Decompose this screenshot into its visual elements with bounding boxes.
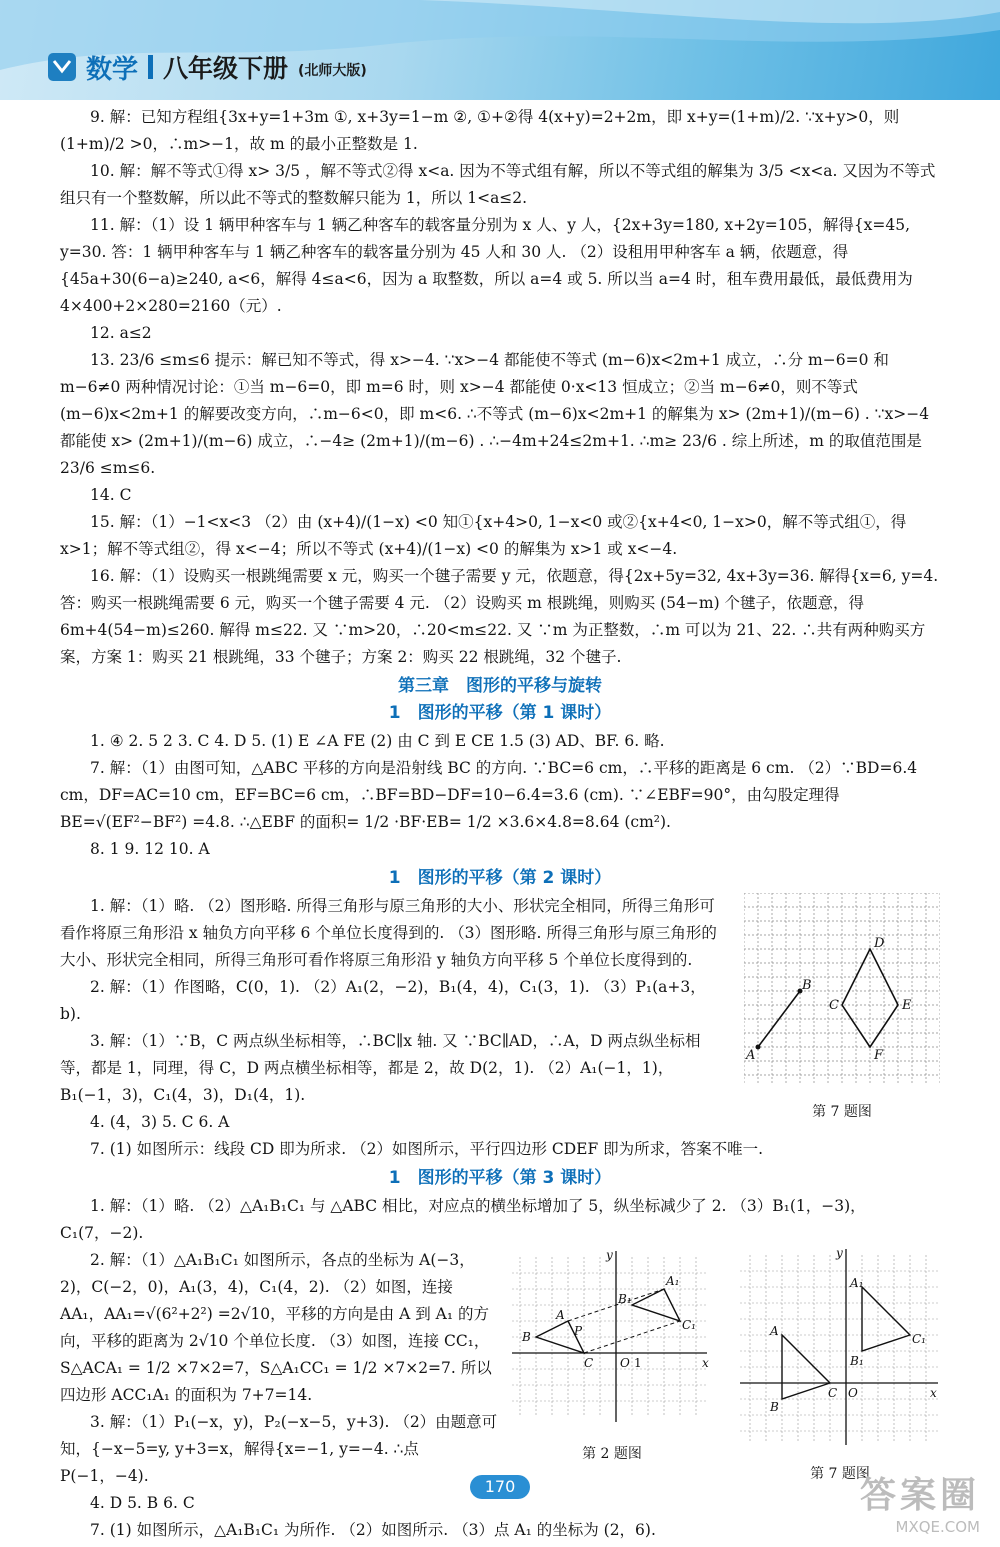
figure-7b bbox=[740, 1247, 940, 1488]
grid-figure-parallelogram bbox=[744, 893, 940, 1085]
fig7a-label-e: E bbox=[902, 998, 912, 1013]
answer-16: 16. 解：（1）设购买一根跳绳需要 x 元，购买一个毽子需要 y 元，依题意，得{2x+5y=32, 4x+3y=36. 解得{x=6, y=4. 答：购买一根跳绳需要 6 元，购买一个毽子需要 4 元. （2）设购买 m 根跳绳，则购买 (54−m) 个毽子，依题意，得 6m+4(54−m)≤260. 解得 m≤22. 又 ∵m>20，∴20<m≤22. 又 ∵m 为正整数，∴m 可以为 21、22. ∴共有两种购买方案，方案 1：购买 21 根跳绳，33 个毽子；方案 2：购买 22 根跳绳，32 个毽子. bbox=[60, 567, 939, 666]
watermark-url: MXQE.COM bbox=[895, 1518, 980, 1536]
fig2-label-o: O bbox=[620, 1356, 630, 1370]
header-divider bbox=[148, 55, 153, 79]
book-header bbox=[48, 50, 367, 84]
fig7b-label-x: x bbox=[930, 1386, 937, 1400]
sec3-answer-7: 7. (1) 如图所示，△A₁B₁C₁ 为所作. （2）如图所示. （3）点 A₁ 的坐标为 (2，6). bbox=[90, 1521, 656, 1539]
answer-15: 15. 解：（1）−1<x<3 （2）由 (x+4)/(1−x) <0 知①{x+4>0, 1−x<0 或②{x+4<0, 1−x>0，解不等式组①，得 x>1；解不等式组②，得 x<−4；所以不等式 (x+4)/(1−x) <0 的解集为 x>1 或 x<−4. bbox=[60, 513, 907, 558]
section-1-title: 1 图形的平移（第 1 课时） bbox=[388, 703, 612, 723]
fig2-label-1: 1 bbox=[634, 1356, 642, 1370]
fig2-label-b: B bbox=[522, 1330, 531, 1344]
sec2-answer-1: 1. 解：（1）略. （2）图形略. 所得三角形与原三角形的大小、形状完全相同，所得三角形可看作将原三角形沿 x 轴负方向平移 6 个单位长度得到的. （3）图形略. 所得三角形与原三角形的大小、形状完全相同，所得三角形可看作将原三角形沿 y 轴负方向平移 5 个单位长度得到的. bbox=[60, 897, 717, 969]
sec2-answer-3: 3. 解：（1）∵B，C 两点纵坐标相等，∴BC∥x 轴. 又 ∵BC∥AD，∴A，D 两点纵坐标相等，都是 1，同理，得 C，D 两点横坐标相等，都是 2，故 D(2，1). （2）A₁(−1，1)，B₁(−1，3)，C₁(4，3)，D₁(4，1). bbox=[60, 1032, 701, 1104]
figure-7a bbox=[744, 893, 940, 1126]
fig2-label-y: y bbox=[606, 1248, 613, 1262]
figure-2 bbox=[512, 1247, 712, 1488]
answer-9: 9. 解：已知方程组{3x+y=1+3m ①, x+3y=1−m ②, ①+②得 4(x+y)=2+2m，即 x+y=(1+m)/2. ∵x+y>0，则 (1+m)/2 >0，∴m>−1，故 m 的最小正整数是 1. bbox=[60, 108, 900, 153]
sec3-answer-3: 3. 解：（1）P₁(−x，y)，P₂(−x−5，y+3). （2）由题意可知，{−x−5=y, y+3=x，解得{x=−1, y=−4. ∴点 P(−1，−4). bbox=[60, 1413, 498, 1485]
answer-13: 13. 23/6 ≤m≤6 提示：解已知不等式，得 x>−4. ∵x>−4 都能使不等式 (m−6)x<2m+1 成立，∴分 m−6=0 和 m−6≠0 两种情况讨论：①当 m−6=0，即 m=6 时，则 x>−4 都能使 0·x<13 恒成立；②当 m−6≠0，则不等式 (m−6)x<2m+1 的解要改变方向，∴m−6<0，即 m<6. ∴不等式 (m−6)x<2m+1 的解集为 x> (2m+1)/(m−6) . ∵x>−4 都能使 x> (2m+1)/(m−6) 成立，∴−4≥ (2m+1)/(m−6) . ∴−4m+24≤2m+1. ∴m≥ 23/6 . 综上所述，m 的取值范围是 23/6 ≤m≤6. bbox=[60, 351, 930, 477]
answer-14: 14. C bbox=[90, 486, 132, 504]
coordinate-figure-2 bbox=[512, 1247, 712, 1427]
fig2-label-b1: B₁ bbox=[618, 1292, 632, 1306]
figure-7b-caption: 第 7 题图 bbox=[810, 1466, 870, 1482]
fig2-label-c1: C₁ bbox=[682, 1318, 696, 1332]
answer-10: 10. 解：解不等式①得 x> 3/5 ，解不等式②得 x<a. 因为不等式组有解，所以不等式组的解集为 3/5 <x<a. 又因为不等式组只有一个整数解，所以此不等式的整数解只能为 1，所以 1<a≤2. bbox=[60, 162, 936, 207]
book-logo-icon bbox=[48, 53, 76, 81]
fig7b-label-b1: B₁ bbox=[850, 1354, 864, 1368]
section-3-title: 1 图形的平移（第 3 课时） bbox=[388, 1168, 612, 1188]
sec3-answer-2: 2. 解：（1）△A₁B₁C₁ 如图所示，各点的坐标为 A(−3，2)，C(−2，0)，A₁(3，4)，C₁(4，2). （2）如图，连接 AA₁，AA₁=√(6²+2²) =2√10，平移的方向是由 A 到 A₁ 的方向，平移的距离为 2√10 个单位长度. （3）如图，连接 CC₁，S△ACA₁ = 1/2 ×7×2=7，S△A₁CC₁ = 1/2 ×7×2=7. 所以四边形 ACC₁A₁ 的面积为 7+7=14. bbox=[60, 1251, 492, 1404]
chapter-title: 第三章 图形的平移与旋转 bbox=[398, 676, 602, 696]
grade-title: 八年级下册 bbox=[163, 54, 289, 83]
fig7a-label-b: B bbox=[802, 978, 812, 993]
fig7b-label-o: O bbox=[848, 1386, 858, 1400]
figure-7a-caption: 第 7 题图 bbox=[812, 1104, 872, 1120]
figure-2-caption: 第 2 题图 bbox=[582, 1446, 642, 1462]
answer-12: 12. a≤2 bbox=[90, 324, 152, 342]
watermark bbox=[800, 1467, 980, 1537]
sec3-answer-4-6: 4. D 5. B 6. C bbox=[90, 1494, 195, 1512]
fig7b-label-y: y bbox=[836, 1247, 843, 1260]
fig7b-label-c1: C₁ bbox=[912, 1332, 926, 1346]
fig2-label-a1: A₁ bbox=[666, 1274, 680, 1288]
subject-title: 数学 bbox=[86, 54, 139, 85]
answer-11: 11. 解：（1）设 1 辆甲种客车与 1 辆乙种客车的载客量分别为 x 人、y 人，{2x+3y=180, x+2y=105，解得{x=45, y=30. 答：1 辆甲种客车与 1 辆乙种客车的载客量分别为 45 人和 30 人. （2）设租用甲种客车 a 辆，依题意，得{45a+30(6−a)≥240, a<6，解得 4≤a<6，因为 a 取整数，所以 a=4 或 5. 所以当 a=4 时，租车费用最低，最低费用为 4×400+2×280=2160（元）. bbox=[60, 216, 913, 315]
sec1-answer-7: 7. 解：（1）由图可知，△ABC 平移的方向是沿射线 BC 的方向. ∵BC=6 cm，∴平移的距离是 6 cm. （2）∵BD=6.4 cm，DF=AC=10 cm，EF=BC=6 cm，∴BF=BD−DF=10−6.4=3.6 (cm). ∵∠EBF=90°，由勾股定理得 BE=√(EF²−BF²) =4.8. ∴△EBF 的面积= 1/2 ·BF·EB= 1/2 ×3.6×4.8=8.64 (cm²). bbox=[60, 759, 918, 831]
fig7a-label-f: F bbox=[874, 1048, 884, 1063]
sec2-answer-2: 2. 解：（1）作图略，C(0，1). （2）A₁(2，−2)，B₁(4，4)，C₁(3，1). （3）P₁(a+3，b). bbox=[60, 978, 706, 1023]
fig7a-label-d: D bbox=[874, 936, 885, 951]
fig7b-label-a1: A₁ bbox=[850, 1276, 864, 1290]
sec3-answer-1: 1. 解：（1）略. （2）△A₁B₁C₁ 与 △ABC 相比，对应点的横坐标增加了 5，纵坐标减少了 2. （3）B₁(1，−3)，C₁(7，−2). bbox=[60, 1197, 866, 1242]
watermark-brand: 答案圈 bbox=[859, 1475, 980, 1516]
edition-label: (北师大版) bbox=[298, 63, 367, 79]
fig2-label-a: A bbox=[556, 1308, 565, 1322]
fig7b-label-b: B bbox=[770, 1400, 779, 1414]
page-number: 170 bbox=[470, 1475, 530, 1499]
fig2-label-p: P bbox=[574, 1324, 583, 1338]
fig2-label-c: C bbox=[584, 1356, 594, 1370]
section-2-title: 1 图形的平移（第 2 课时） bbox=[388, 868, 612, 888]
figures-2-and-7 bbox=[512, 1247, 940, 1488]
sec2-answer-4-6: 4. (4，3) 5. C 6. A bbox=[90, 1113, 230, 1131]
fig2-label-x: x bbox=[702, 1356, 709, 1370]
sec2-answer-7: 7. (1) 如图所示：线段 CD 即为所求. （2）如图所示，平行四边形 CDEF 即为所求，答案不唯一. bbox=[90, 1140, 764, 1158]
coordinate-figure-7 bbox=[740, 1247, 940, 1447]
sec1-answer-1-6: 1. ④ 2. 5 2 3. C 4. D 5. (1) E ∠A FE (2) 由 C 到 E CE 1.5 (3) AD、BF. 6. 略. bbox=[90, 732, 665, 750]
fig7a-label-c: C bbox=[829, 998, 839, 1013]
fig7b-label-c: C bbox=[828, 1386, 838, 1400]
sec1-answer-8-10: 8. 1 9. 12 10. A bbox=[90, 840, 210, 858]
fig7b-label-a: A bbox=[770, 1324, 779, 1338]
fig7a-label-a: A bbox=[746, 1048, 756, 1063]
answer-content bbox=[60, 104, 940, 1544]
